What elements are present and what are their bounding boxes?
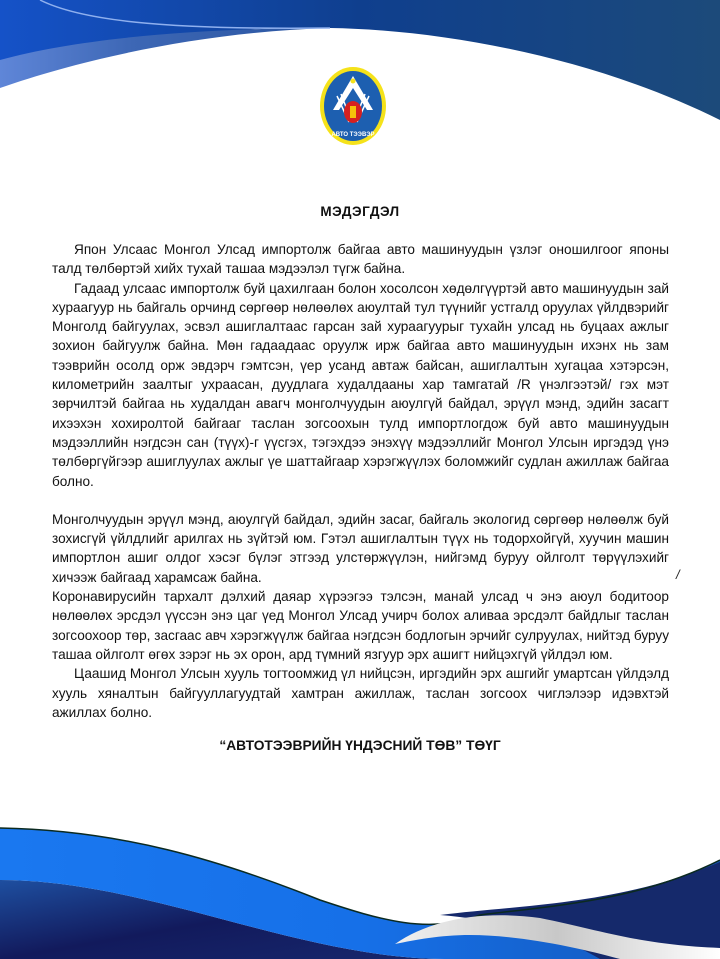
- signature: “АВТОТЭЭВРИЙН ҮНДЭСНИЙ ТӨВ” ТӨҮГ: [219, 738, 501, 753]
- logo-caption: АВТО ТЭЭВЭР: [331, 132, 375, 138]
- document-title: МЭДЭГДЭЛ: [320, 204, 400, 219]
- paragraph-2: Гадаад улсаас импортолж буй цахилгаан болон хосолсон хөдөлгүүртэй авто машинуудын зай хураагуур нь байгаль орчинд сөргөөр нөлөөлөх аюултай тул түүнийг устгалд оруулах үйлдвэрийг Монголд байгуулах, эсвэл ашиглалтаас гарсан зай хураагуурыг тухайн улсад нь буцаах ажлыг зохион байгуулж байна. Мөн гадаадаас оруулж ирж байгаа авто машинуудын ихэнх нь зам тээврийн осолд орж эвдэрч гэмтсэн, үер усанд автаж байсан, ашиглалтын хугацаа хэтэрсэн, километрийн заалтыг ухраасан, дуудлага худалдааны хар тамгатай /R үнэлгээтэй/ гэх мэт зөрчилтэй байгаа нь худалдан авагч монголчуудын аюулгүй байдал, эрүүл мэнд, эдийн засагт ихээхэн хохиролтой байгааг таслан зогсоохын тулд импортлогдож буй авто машинуудын мэдээллийн нэгдсэн сан (түүх)-г үүсгэх, тэгэхдээ энэхүү мэдээллийг Монгол Улсын иргэдэд үнэ төлбөргүйгээр ашиглуулах ажлыг үе шаттайгаар хэрэгжүүлэх боломжийг судлан ажиллаж байгаа болно.: [52, 280, 669, 489]
- document-body: [52, 240, 669, 722]
- avto-teever-logo: [319, 66, 387, 146]
- stray-mark: /: [676, 567, 680, 582]
- paragraph-1: Япон Улсаас Монгол Улсад импортолж байгаа авто машинуудын үзлэг оношилгоог японы талд төлбөртэй хийх тухай ташаа мэдээлэл түгж байна.: [52, 242, 669, 277]
- paragraph-5: Цаашид Монгол Улсын хууль тогтоомжид үл нийцсэн, иргэдийн эрх ашгийг умартсан үйлдэлд хууль хяналтын байгууллагуудтай хамтран ажиллаж, таслан зогсоох чиглэлээр идэвхтэй ажиллах болно.: [52, 666, 669, 720]
- paragraph-4: Коронавирусийн тархалт дэлхий даяар хүрээгээ тэлсэн, манай улсад ч энэ аюул бодитоор нөлөөлөх эрсдэл үүссэн энэ цаг үед Монгол Улсад учирч болох аливаа эрсдэлт байдлыг таслан зогсоохоор төр, засгаас авч хэрэгжүүлж байгаа нэгдсэн бодлогын эрчийг сулруулах, нийтэд буруу ташаа ойлголт өгөх зэрэг нь эх орон, ард түмний язгуур эрх ашигт нийцэхгүй үйлдэл юм.: [52, 589, 669, 662]
- paragraph-3: Монголчуудын эрүүл мэнд, аюулгүй байдал, эдийн засаг, байгаль экологид сөргөөр нөлөөлж буй зохисгүй үйлдлийг арилгах нь зүйтэй юм. Гэтэл ашиглалтын түүх нь тодорхойгүй, хуучин машин импортлон ашиг олдог хэсэг бүлэг этгээд улстөржүүлэн, нийгэмд буруу ойлголт төрүүлэхийг хичээж байгаад харамсаж байна.: [52, 511, 669, 585]
